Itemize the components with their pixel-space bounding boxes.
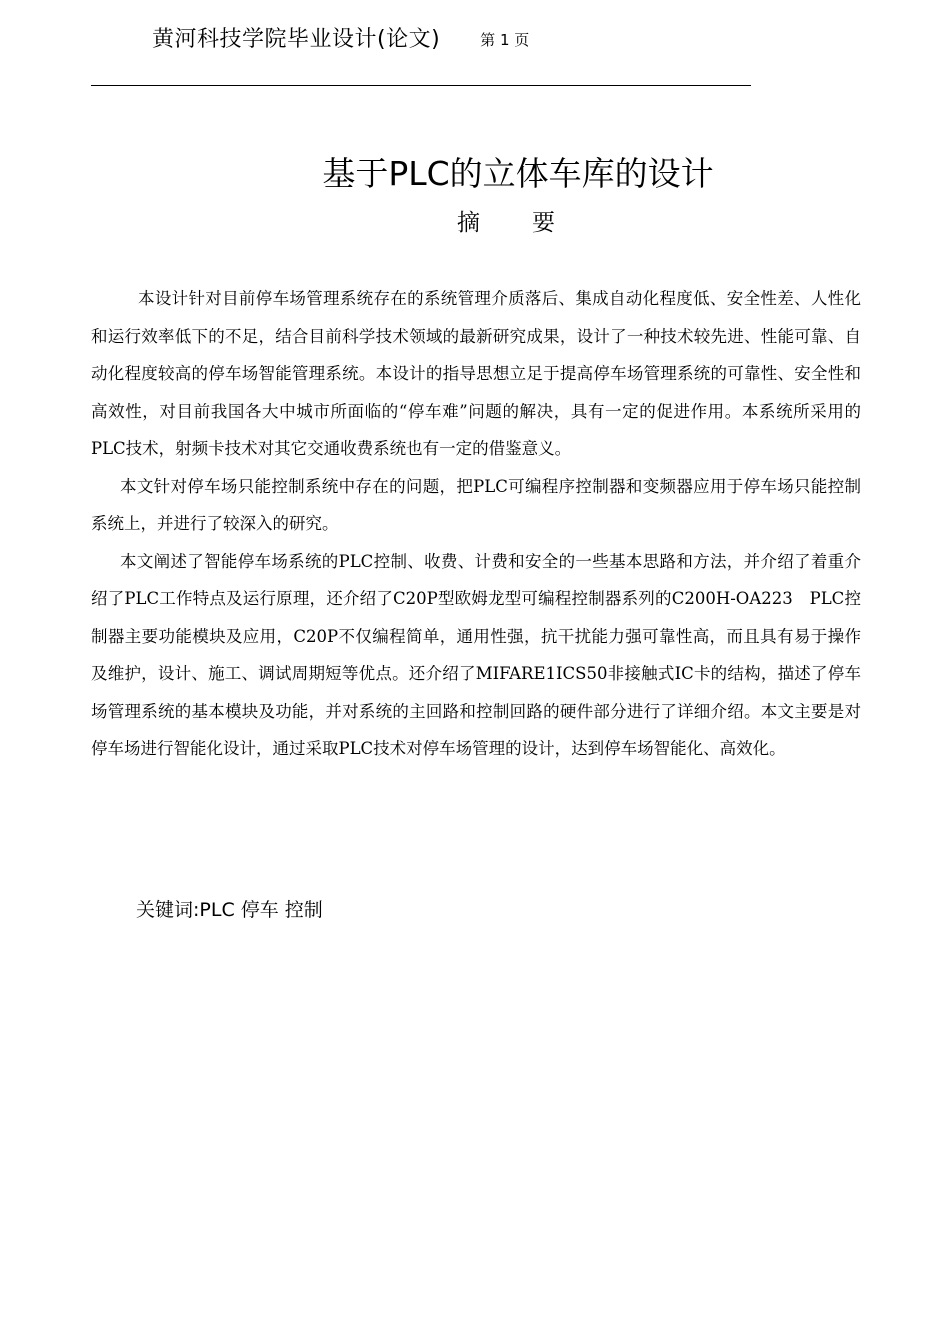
abstract-paragraph: 本文针对停车场只能控制系统中存在的问题，把PLC可编程序控制器和变频器应用于停车场只能控制系统上，并进行了较深入的研究。 bbox=[91, 476, 861, 533]
abstract-paragraph: 本文阐述了智能停车场系统的PLC控制、收费、计费和安全的一些基本思路和方法，并介绍了着重介绍了PLC工作特点及运行原理，还介绍了C20P型欧姆龙型可编程控制器系列的C200H-OA223 PLC控制器主要功能模块及应用，C20P不仅编程简单，通用性强，抗干扰能力强可靠性高，而且具有易于操作及维护，设计、施工、调试周期短等优点。还介绍了MIFARE1ICS50非接触式IC卡的结构，描述了停车场管理系统的基本模块及功能，并对系统的主回路和控制回路的硬件部分进行了详细介绍。本文主要是对停车场进行智能化设计，通过采取PLC技术对停车场管理的设计，达到停车场智能化、高效化。 bbox=[91, 551, 861, 758]
page-number: 第 1 页 bbox=[480, 30, 530, 49]
abstract-paragraph: 本设计针对目前停车场管理系统存在的系统管理介质落后、集成自动化程度低、安全性差、人性化和运行效率低下的不足，结合目前科学技术领域的最新研究成果，设计了一种技术较先进、性能可靠、自动化程度较高的停车场智能管理系统。本设计的指导思想立足于提高停车场管理系统的可靠性、安全性和高效性，对目前我国各大中城市所面临的“停车难”问题的解决，具有一定的促进作用。本系统所采用的PLC技术，射频卡技术对其它交通收费系统也有一定的借鉴意义。 bbox=[91, 289, 861, 458]
abstract-heading: 摘要 bbox=[457, 210, 607, 236]
abstract-body bbox=[91, 280, 861, 768]
school-thesis-title: 黄河科技学院毕业设计(论文) bbox=[152, 26, 441, 52]
header-divider bbox=[91, 85, 751, 86]
keywords-line: 关键词:PLC 停车 控制 bbox=[136, 899, 323, 921]
document-title: 基于PLC的立体车库的设计 bbox=[322, 154, 714, 193]
page-header bbox=[152, 20, 529, 54]
